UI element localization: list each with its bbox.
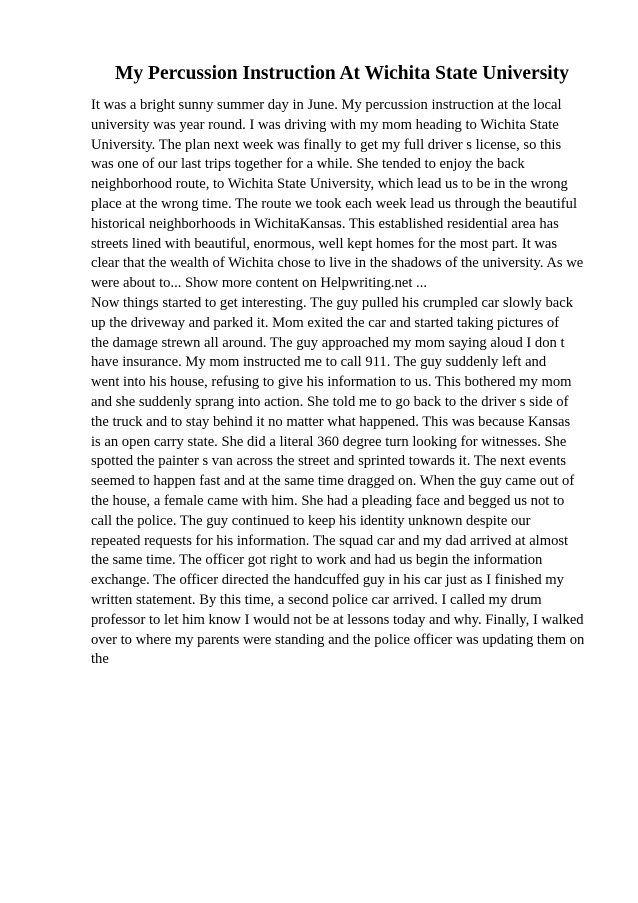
body-line: place at the wrong time. The route we took each week lead us through the beautiful xyxy=(91,195,578,212)
body-line: clear that the wealth of Wichita chose to live in the shadows of the university. As we xyxy=(91,255,584,272)
body-line: have insurance. My mom instructed me to call 911. The guy suddenly left and xyxy=(91,354,547,371)
body-line: historical neighborhoods in WichitaKansas. This established residential area has xyxy=(91,215,559,232)
body-line: seemed to happen fast and at the same time dragged on. When the guy came out of xyxy=(91,473,575,490)
body-line: is an open carry state. She did a literal 360 degree turn looking for witnesses. She xyxy=(91,433,567,450)
body-line: university was year round. I was driving with my mom heading to Wichita State xyxy=(91,116,559,133)
body-line: It was a bright sunny summer day in June. My percussion instruction at the local xyxy=(91,97,562,113)
document-body xyxy=(91,96,601,670)
body-line: went into his house, refusing to give his information to us. This bothered my mom xyxy=(91,374,572,391)
body-line: the damage strewn all around. The guy approached my mom saying aloud I don t xyxy=(91,334,565,351)
body-line: and she suddenly sprang into action. She told me to go back to the driver s side of xyxy=(91,393,569,410)
body-line: repeated requests for his information. The squad car and my dad arrived at almost xyxy=(91,532,569,549)
body-line: Now things started to get interesting. The guy pulled his crumpled car slowly back xyxy=(91,294,574,311)
body-line: up the driveway and parked it. Mom exited the car and started taking pictures of xyxy=(91,314,560,331)
body-line: exchange. The officer directed the handcuffed guy in his car just as I finished my xyxy=(91,572,564,589)
body-line: the truck and to stay behind it no matter what happened. This was because Kansas xyxy=(91,413,571,430)
body-line: was one of our last trips together for a while. She tended to enjoy the back xyxy=(91,156,525,173)
body-line: the same time. The officer got right to work and had us begin the information xyxy=(91,552,543,569)
body-line: University. The plan next week was finally to get my full driver s license, so this xyxy=(91,136,562,153)
body-line: neighborhood route, to Wichita State University, which lead us to be in the wrong xyxy=(91,176,568,193)
show-more-line: were about to... Show more content on Helpwriting.net ... xyxy=(91,275,427,292)
body-line: over to where my parents were standing and the police officer was updating them on xyxy=(91,631,585,648)
body-line: written statement. By this time, a second police car arrived. I called my drum xyxy=(91,591,542,608)
body-line: spotted the painter s van across the street and sprinted towards it. The next events xyxy=(91,453,567,470)
body-line: call the police. The guy continued to keep his identity unknown despite our xyxy=(91,512,531,529)
document-title: My Percussion Instruction At Wichita State University xyxy=(115,63,569,84)
body-line: the xyxy=(91,651,109,668)
body-line: streets lined with beautiful, enormous, well kept homes for the most part. It was xyxy=(91,235,558,252)
body-line: the house, a female came with him. She had a pleading face and begged us not to xyxy=(91,492,565,509)
body-line: professor to let him know I would not be at lessons today and why. Finally, I walked xyxy=(91,611,584,628)
